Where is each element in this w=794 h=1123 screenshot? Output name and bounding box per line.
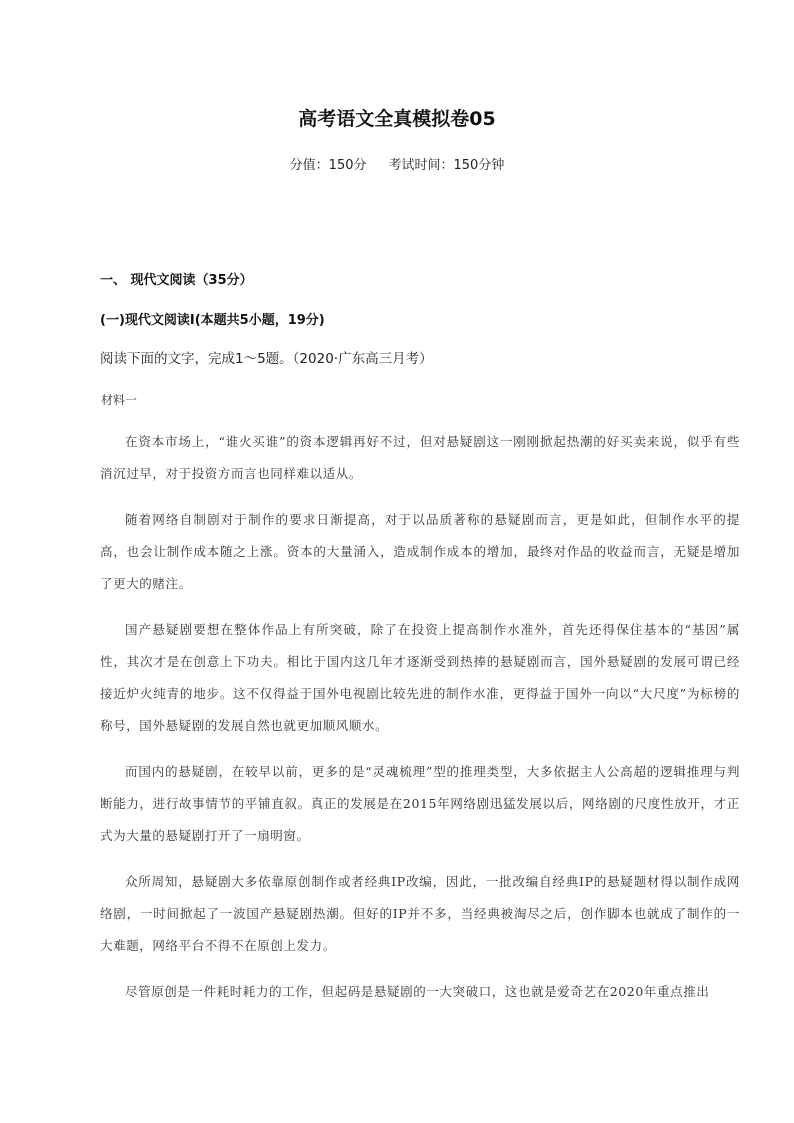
passage-paragraph: 随着网络自制剧对于制作的要求日渐提高，对于以品质著称的悬疑剧而言，更是如此，但制作水平的提高，也会让制作成本随之上涨。资本的大量涌入，造成制作成本的增加，最终对作品的收益而言，无疑是增加了更大的赌注。 xyxy=(100,512,740,591)
passage-body xyxy=(100,426,740,1022)
exam-meta xyxy=(0,154,794,173)
reading-instruction: 阅读下面的文字，完成1～5题。（2020·广东高三月考） xyxy=(100,351,433,367)
time-info: 考试时间：150分钟 xyxy=(388,158,505,173)
score-info: 分值：150分 xyxy=(289,158,367,173)
sub-heading: (一)现代文阅读Ⅰ(本题共5小题，19分) xyxy=(100,313,325,328)
material-label: 材料一 xyxy=(101,393,138,407)
passage-paragraph: 众所周知，悬疑剧大多依靠原创制作或者经典IP改编，因此，一批改编自经典IP的悬疑题材得以制作成网络剧，一时间掀起了一波国产悬疑剧热潮。但好的IP并不多，当经典被淘尽之后，创作脚本也就成了制作的一大难题，网络平台不得不在原创上发力。 xyxy=(100,874,740,953)
section-heading: 一、 现代文阅读（35分） xyxy=(100,273,253,288)
passage-paragraph: 而国内的悬疑剧，在较早以前，更多的是“灵魂梳理”型的推理类型，大多依据主人公高超的逻辑推理与判断能力，进行故事情节的平铺直叙。真正的发展是在2015年网络剧迅猛发展以后，网络剧的尺度性放开，才正式为大量的悬疑剧打开了一扇明窗。 xyxy=(100,764,740,843)
passage-paragraph: 在资本市场上，“谁火买谁”的资本逻辑再好不过，但对悬疑剧这一刚刚掀起热潮的好买卖来说，似乎有些消沉过早，对于投资方而言也同样难以适从。 xyxy=(100,434,740,481)
passage-paragraph: 国产悬疑剧要想在整体作品上有所突破，除了在投资上提高制作水准外，首先还得保住基本的“基因”属性，其次才是在创意上下功夫。相比于国内这几年才逐渐受到热捧的悬疑剧而言，国外悬疑剧的发展可谓已经接近炉火纯青的地步。这不仅得益于国外电视剧比较先进的制作水准，更得益于国外一向以“大尺度”为标榜的称号，国外悬疑剧的发展自然也就更加顺风顺水。 xyxy=(100,622,740,733)
page-title: 高考语文全真模拟卷05 xyxy=(298,108,496,130)
passage-paragraph: 尽管原创是一件耗时耗力的工作，但起码是悬疑剧的一大突破口，这也就是爱奇艺在2020年重点推出 xyxy=(125,984,710,999)
